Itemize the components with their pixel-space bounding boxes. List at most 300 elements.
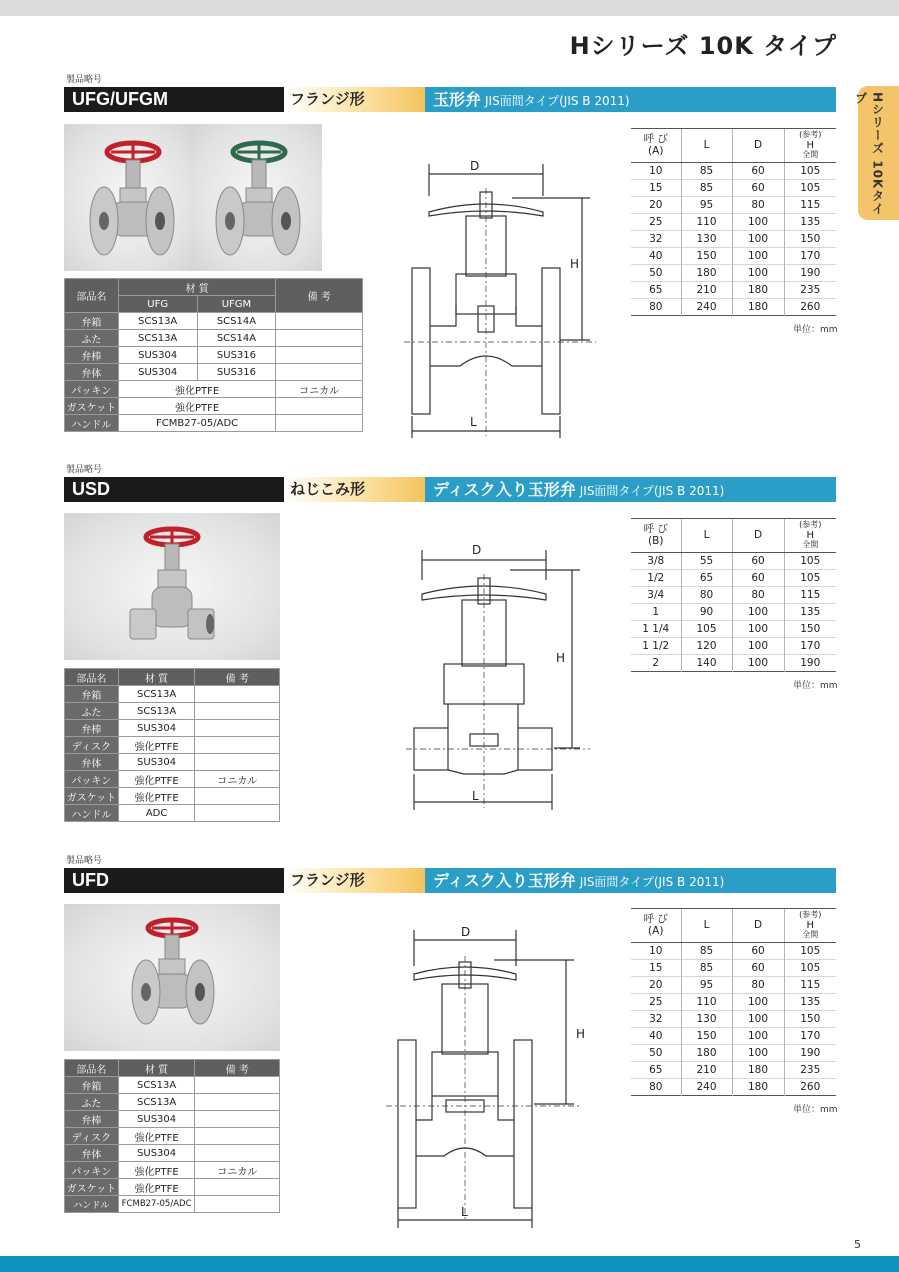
- unit-note: 単位：mm: [793, 1105, 838, 1115]
- col-d: D: [732, 519, 784, 553]
- product-photo-ufg: [64, 124, 193, 271]
- table-cell: [195, 1111, 280, 1128]
- table-cell: [276, 347, 363, 364]
- table-cell: SCS13A: [118, 1094, 195, 1111]
- table-cell: 弁体: [65, 364, 119, 381]
- unit-note: 単位：mm: [793, 681, 838, 691]
- table-cell: SUS304: [118, 754, 195, 771]
- table-cell: 弁箱: [65, 1077, 119, 1094]
- table-cell: SCS13A: [118, 1077, 195, 1094]
- table-row: [65, 720, 280, 737]
- table-row: [631, 587, 836, 604]
- table-cell: [195, 754, 280, 771]
- table-cell: [195, 805, 280, 822]
- product-photo-usd: [64, 513, 280, 660]
- table-cell: SUS304: [118, 1111, 195, 1128]
- table-cell: 15: [649, 182, 663, 194]
- table-row: [631, 265, 836, 282]
- table-cell: [195, 720, 280, 737]
- table-cell: 弁体: [65, 1145, 119, 1162]
- table-cell: 170: [784, 248, 836, 265]
- valve-type: ディスク入り玉形弁: [433, 871, 576, 890]
- valve-description: [425, 868, 836, 893]
- connection-type: ねじこみ形: [284, 477, 425, 502]
- side-tab-label: Hシリーズ 10Kタイプ: [853, 92, 885, 216]
- table-cell: 60: [732, 180, 784, 197]
- table-cell: 2: [631, 655, 681, 672]
- table-cell: 50: [631, 265, 681, 282]
- table-cell: 60: [732, 570, 784, 587]
- table-row: [65, 1162, 280, 1179]
- table-row: [65, 364, 363, 381]
- table-cell: 170: [784, 1028, 836, 1045]
- table-cell: 105: [784, 570, 836, 587]
- connection-type: フランジ形: [284, 868, 425, 893]
- table-cell: 15: [649, 962, 663, 974]
- table-row: [65, 347, 363, 364]
- table-cell: 100: [732, 994, 784, 1011]
- table-cell: FCMB27-05/ADC: [118, 415, 276, 432]
- table-cell: 強化PTFE: [118, 771, 195, 788]
- table-cell: 1 1/4: [631, 621, 681, 638]
- valve-type: 玉形弁: [433, 90, 482, 109]
- table-cell: 180: [732, 1079, 784, 1096]
- table-cell: ガスケット: [65, 398, 119, 415]
- table-cell: 強化PTFE: [118, 1179, 195, 1196]
- table-cell: 3/8: [631, 553, 681, 570]
- table-row: [631, 1028, 836, 1045]
- product-photo-ufgm: [193, 124, 322, 271]
- table-cell: 弁棒: [65, 1111, 119, 1128]
- table-row: [631, 214, 836, 231]
- table-row: [65, 1179, 280, 1196]
- table-row: [631, 977, 836, 994]
- table-row: [631, 1045, 836, 1062]
- table-cell: 弁棒: [65, 720, 119, 737]
- product-code: UFG/UFGM: [64, 87, 284, 112]
- table-cell: 190: [784, 655, 836, 672]
- table-cell: 135: [784, 994, 836, 1011]
- table-cell: 40: [649, 250, 663, 262]
- table-cell: パッキン: [65, 771, 119, 788]
- product-code: USD: [64, 477, 284, 502]
- table-cell: SUS304: [118, 720, 195, 737]
- col-h-note: 全開: [802, 150, 819, 159]
- table-row: [631, 960, 836, 977]
- table-cell: ADC: [118, 805, 195, 822]
- product-code-label: 製品略号: [66, 465, 103, 475]
- table-cell: 80: [732, 197, 784, 214]
- table-cell: 190: [784, 265, 836, 282]
- table-cell: 95: [681, 977, 732, 994]
- table-cell: 100: [732, 1028, 784, 1045]
- table-row: [631, 994, 836, 1011]
- dim-label-d: D: [470, 159, 480, 173]
- table-cell: 100: [732, 655, 784, 672]
- table-cell: 180: [732, 282, 784, 299]
- col-size: 呼 び: [643, 522, 668, 535]
- side-index-tab: [853, 86, 899, 220]
- table-row: [65, 330, 363, 347]
- col-size-unit: (A): [648, 144, 664, 157]
- table-row: [631, 180, 836, 197]
- product-photo-ufd: [64, 904, 280, 1051]
- table-cell: 1 1/2: [642, 640, 670, 652]
- table-cell: ハンドル: [65, 1196, 119, 1213]
- valve-standard: JIS面間タイプ(JIS B 2011): [485, 94, 630, 108]
- table-cell: 135: [784, 604, 836, 621]
- table-cell: 115: [784, 587, 836, 604]
- table-cell: 85: [681, 180, 732, 197]
- table-cell: SUS316: [197, 347, 276, 364]
- table-cell: 65: [649, 284, 663, 296]
- table-cell: 105: [784, 553, 836, 570]
- table-cell: 100: [732, 621, 784, 638]
- table-cell: 50: [631, 1045, 681, 1062]
- table-cell: 190: [784, 1045, 836, 1062]
- table-cell: [195, 1128, 280, 1145]
- table-cell: 60: [732, 943, 784, 960]
- table-cell: 95: [681, 197, 732, 214]
- valve-type: ディスク入り玉形弁: [433, 480, 576, 499]
- col-ufg: UFG: [118, 296, 197, 313]
- col-material: 材 質: [118, 279, 276, 296]
- table-cell: 1/2: [647, 572, 665, 584]
- col-size-unit: (A): [648, 924, 664, 937]
- col-h: H: [806, 530, 815, 541]
- table-row: [631, 638, 836, 655]
- table-row: [631, 231, 836, 248]
- product-code-label: 製品略号: [66, 856, 103, 866]
- table-cell: 弁棒: [65, 347, 119, 364]
- table-cell: 55: [681, 553, 732, 570]
- col-h: H: [806, 920, 815, 931]
- table-cell: SCS13A: [118, 330, 197, 347]
- product-code-label: 製品略号: [66, 75, 103, 85]
- table-cell: 150: [681, 248, 732, 265]
- dim-label-l: L: [472, 789, 479, 803]
- col-material: 材 質: [118, 1060, 195, 1077]
- table-cell: 85: [681, 960, 732, 977]
- table-cell: 105: [784, 943, 836, 960]
- table-cell: [195, 788, 280, 805]
- table-cell: ふた: [65, 330, 119, 347]
- dim-label-d: D: [461, 925, 471, 939]
- table-cell: [276, 415, 363, 432]
- table-row: [631, 604, 836, 621]
- table-cell: パッキン: [65, 381, 119, 398]
- table-cell: 80: [732, 587, 784, 604]
- table-row: [631, 282, 836, 299]
- product-code: UFD: [64, 868, 284, 893]
- table-cell: FCMB27-05/ADC: [118, 1196, 195, 1213]
- dimension-table: [631, 518, 836, 672]
- table-cell: ディスク: [65, 737, 119, 754]
- col-h-ref: (参考): [799, 910, 822, 920]
- table-cell: 1: [652, 606, 660, 618]
- dim-label-h: H: [570, 257, 580, 271]
- table-cell: 80: [681, 587, 732, 604]
- table-row: [65, 1094, 280, 1111]
- table-row: [65, 1111, 280, 1128]
- unit-note: 単位：mm: [793, 325, 838, 335]
- col-h-note: 全開: [802, 540, 819, 549]
- dim-label-l: L: [461, 1205, 468, 1219]
- col-note: 備 考: [195, 669, 280, 686]
- table-cell: 100: [732, 265, 784, 282]
- dim-label-h: H: [556, 651, 566, 665]
- table-cell: コニカル: [195, 771, 280, 788]
- dim-label-d: D: [472, 543, 482, 557]
- table-cell: [276, 398, 363, 415]
- table-row: [65, 415, 363, 432]
- table-cell: 80: [631, 1079, 681, 1096]
- table-row: [631, 1062, 836, 1079]
- table-row: [65, 737, 280, 754]
- table-cell: [195, 686, 280, 703]
- table-row: [631, 1011, 836, 1028]
- table-cell: ディスク: [65, 1128, 119, 1145]
- table-cell: 180: [681, 1045, 732, 1062]
- table-cell: [195, 1179, 280, 1196]
- dimension-table: [631, 128, 836, 316]
- table-cell: 105: [784, 960, 836, 977]
- table-cell: ハンドル: [65, 415, 119, 432]
- table-row: [631, 197, 836, 214]
- col-h-note: 全開: [802, 930, 819, 939]
- table-cell: コニカル: [276, 381, 363, 398]
- table-cell: 260: [784, 1079, 836, 1096]
- table-cell: 強化PTFE: [118, 398, 276, 415]
- valve-drawing-usd: [404, 538, 594, 818]
- table-cell: 110: [681, 214, 732, 231]
- table-cell: パッキン: [65, 1162, 119, 1179]
- table-cell: 60: [732, 553, 784, 570]
- table-cell: 100: [732, 1045, 784, 1062]
- table-cell: ガスケット: [65, 788, 119, 805]
- table-row: [65, 313, 363, 330]
- table-cell: 150: [784, 1011, 836, 1028]
- table-cell: 32: [631, 1011, 681, 1028]
- table-cell: SCS14A: [197, 313, 276, 330]
- table-cell: SCS13A: [118, 703, 195, 720]
- table-cell: 100: [732, 231, 784, 248]
- table-cell: SCS13A: [118, 313, 197, 330]
- table-cell: 100: [732, 1011, 784, 1028]
- green-handwheel-icon: [233, 143, 285, 161]
- table-cell: 100: [732, 248, 784, 265]
- col-ufgm: UFGM: [197, 296, 276, 313]
- valve-description: [425, 87, 836, 112]
- col-h-ref: (参考): [799, 520, 822, 530]
- section-header: [64, 477, 836, 502]
- connection-type: フランジ形: [284, 87, 425, 112]
- table-cell: [195, 1094, 280, 1111]
- table-cell: 弁箱: [65, 313, 119, 330]
- col-d: D: [732, 129, 784, 163]
- table-cell: [276, 330, 363, 347]
- table-cell: 180: [681, 265, 732, 282]
- materials-table: [64, 1059, 280, 1213]
- table-cell: 240: [681, 299, 732, 316]
- table-cell: [276, 313, 363, 330]
- dim-label-l: L: [470, 415, 477, 429]
- table-cell: 40: [649, 1030, 663, 1042]
- table-cell: 強化PTFE: [118, 381, 276, 398]
- table-cell: 140: [681, 655, 732, 672]
- col-l: L: [681, 909, 732, 943]
- table-cell: 85: [681, 163, 732, 180]
- table-row: [65, 686, 280, 703]
- table-cell: 強化PTFE: [118, 788, 195, 805]
- table-cell: 105: [681, 621, 732, 638]
- table-cell: ハンドル: [65, 805, 119, 822]
- materials-table: [64, 278, 363, 432]
- page-title: Hシリーズ 10K タイプ: [569, 32, 837, 60]
- table-cell: 120: [681, 638, 732, 655]
- table-cell: 20: [631, 977, 681, 994]
- table-cell: 170: [784, 638, 836, 655]
- table-row: [631, 570, 836, 587]
- section-header: [64, 87, 836, 112]
- col-part-name: 部品名: [65, 279, 119, 313]
- table-cell: 100: [732, 638, 784, 655]
- table-cell: [195, 703, 280, 720]
- table-cell: 10: [631, 943, 681, 960]
- table-row: [65, 1196, 280, 1213]
- table-row: [65, 381, 363, 398]
- table-cell: SCS14A: [197, 330, 276, 347]
- table-cell: 115: [784, 197, 836, 214]
- table-cell: [276, 364, 363, 381]
- table-row: [631, 299, 836, 316]
- table-cell: 3/4: [631, 587, 681, 604]
- table-cell: 150: [784, 231, 836, 248]
- table-row: [65, 754, 280, 771]
- valve-standard: JIS面間タイプ(JIS B 2011): [579, 875, 725, 889]
- col-l: L: [681, 129, 732, 163]
- table-row: [65, 398, 363, 415]
- table-cell: 80: [732, 977, 784, 994]
- table-cell: 180: [732, 1062, 784, 1079]
- table-cell: 強化PTFE: [118, 1162, 195, 1179]
- table-cell: 130: [681, 1011, 732, 1028]
- table-cell: 150: [784, 621, 836, 638]
- table-cell: [195, 1077, 280, 1094]
- table-row: [65, 771, 280, 788]
- red-handwheel-icon: [148, 920, 196, 936]
- col-h-ref: (参考): [799, 130, 822, 140]
- table-cell: 105: [784, 180, 836, 197]
- table-row: [631, 163, 836, 180]
- col-h: H: [806, 140, 815, 151]
- col-note: 備 考: [276, 279, 363, 313]
- table-cell: 65: [681, 570, 732, 587]
- table-cell: [195, 1196, 280, 1213]
- table-cell: SUS304: [118, 364, 197, 381]
- table-row: [631, 553, 836, 570]
- col-part-name: 部品名: [65, 1060, 119, 1077]
- table-cell: 115: [784, 977, 836, 994]
- table-cell: 32: [631, 231, 681, 248]
- table-row: [65, 805, 280, 822]
- table-cell: 10: [631, 163, 681, 180]
- table-cell: 20: [631, 197, 681, 214]
- table-cell: 弁体: [65, 754, 119, 771]
- table-cell: 180: [732, 299, 784, 316]
- col-d: D: [732, 909, 784, 943]
- red-handwheel-icon: [146, 529, 198, 545]
- table-cell: ガスケット: [65, 1179, 119, 1196]
- table-cell: 105: [784, 163, 836, 180]
- table-cell: 240: [681, 1079, 732, 1096]
- table-cell: 強化PTFE: [118, 737, 195, 754]
- table-cell: [195, 737, 280, 754]
- table-cell: [195, 1145, 280, 1162]
- table-cell: 弁箱: [65, 686, 119, 703]
- col-material: 材 質: [118, 669, 195, 686]
- page-number: 5: [854, 1238, 861, 1251]
- col-part-name: 部品名: [65, 669, 119, 686]
- table-cell: 85: [681, 943, 732, 960]
- top-bar: [0, 0, 899, 16]
- table-cell: 強化PTFE: [118, 1128, 195, 1145]
- table-cell: 235: [784, 1062, 836, 1079]
- table-cell: 210: [681, 1062, 732, 1079]
- table-cell: 235: [784, 282, 836, 299]
- table-cell: 65: [649, 1064, 663, 1076]
- table-row: [65, 1077, 280, 1094]
- table-cell: ふた: [65, 703, 119, 720]
- table-row: [65, 703, 280, 720]
- col-size-unit: (B): [648, 534, 664, 547]
- table-cell: 150: [681, 1028, 732, 1045]
- table-cell: 130: [681, 231, 732, 248]
- dim-label-h: H: [576, 1027, 586, 1041]
- table-cell: 90: [681, 604, 732, 621]
- table-row: [631, 248, 836, 265]
- table-row: [65, 788, 280, 805]
- table-cell: コニカル: [195, 1162, 280, 1179]
- table-row: [65, 1128, 280, 1145]
- table-cell: 260: [784, 299, 836, 316]
- table-row: [65, 1145, 280, 1162]
- col-size: 呼 び: [643, 912, 668, 925]
- valve-description: [425, 477, 836, 502]
- table-cell: 110: [681, 994, 732, 1011]
- bottom-bar: [0, 1256, 899, 1272]
- col-l: L: [681, 519, 732, 553]
- section-header: [64, 868, 836, 893]
- table-cell: SUS304: [118, 347, 197, 364]
- table-cell: 135: [784, 214, 836, 231]
- table-row: [631, 1079, 836, 1096]
- table-cell: 210: [681, 282, 732, 299]
- col-note: 備 考: [195, 1060, 280, 1077]
- table-cell: 100: [732, 214, 784, 231]
- materials-table: [64, 668, 280, 822]
- table-cell: 25: [649, 996, 663, 1008]
- table-cell: SUS304: [118, 1145, 195, 1162]
- table-row: [631, 621, 836, 638]
- col-size: 呼 び: [643, 132, 668, 145]
- valve-standard: JIS面間タイプ(JIS B 2011): [579, 484, 725, 498]
- table-cell: 25: [649, 216, 663, 228]
- dimension-table: [631, 908, 836, 1096]
- valve-drawing-ufd: [384, 920, 584, 1232]
- table-cell: 60: [732, 163, 784, 180]
- red-handwheel-icon: [107, 143, 159, 161]
